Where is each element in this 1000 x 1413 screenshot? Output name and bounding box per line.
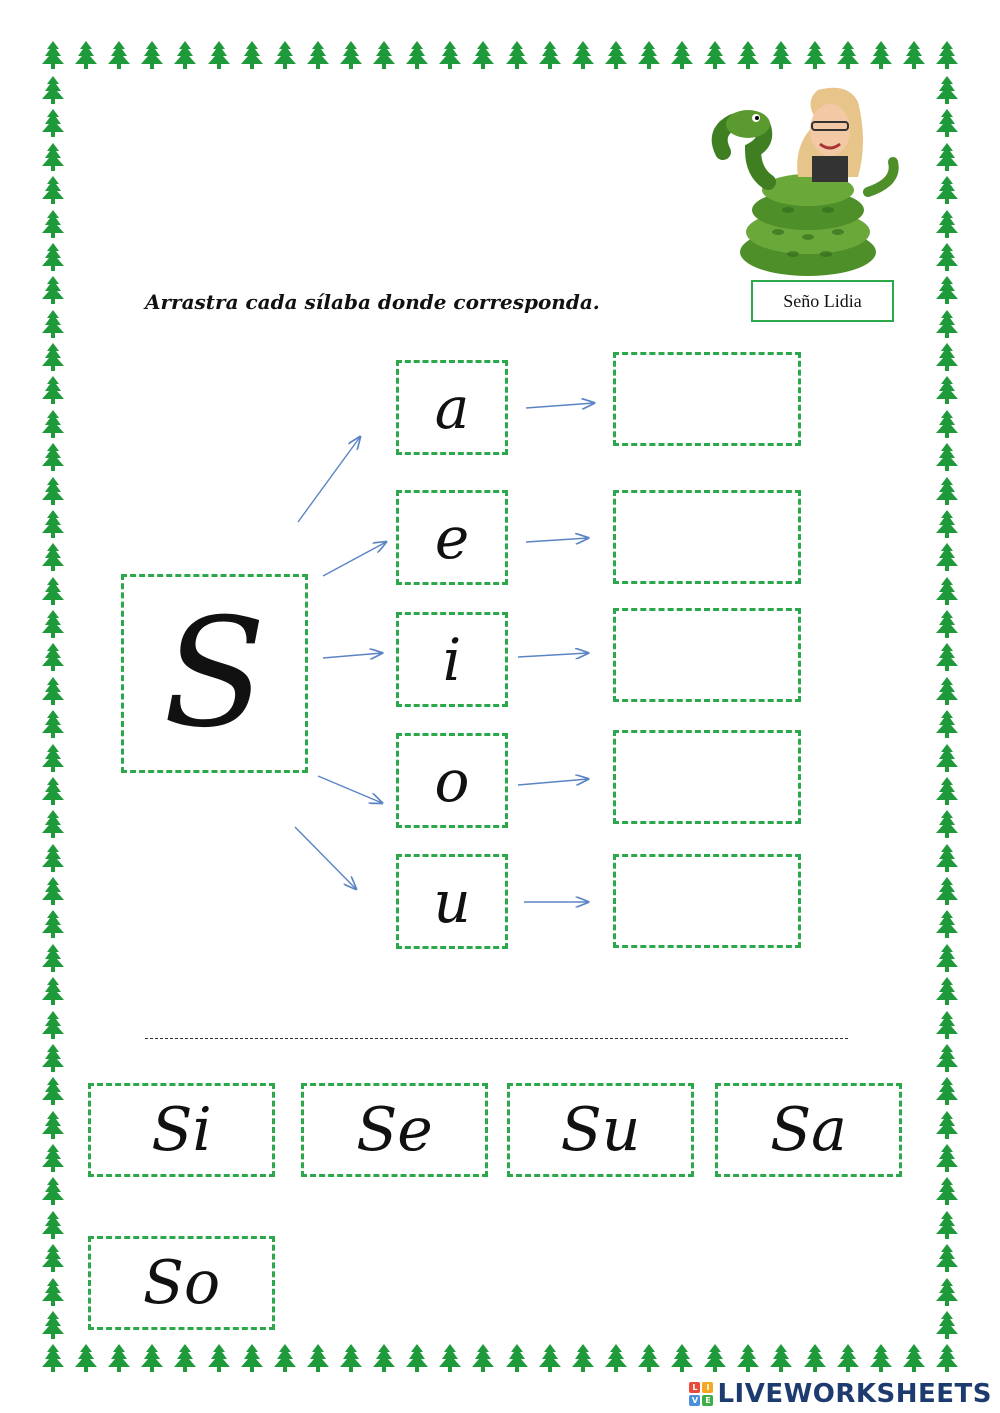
vowel-i: i: [442, 625, 462, 694]
pine-tree-icon: [40, 1143, 66, 1173]
pine-tree-icon: [901, 1343, 927, 1373]
pine-tree-icon: [40, 1043, 66, 1073]
syllable-tile-so[interactable]: [88, 1236, 275, 1330]
pine-tree-icon: [172, 1343, 198, 1373]
instruction-text: Arrastra cada sílaba donde corresponda.: [145, 290, 600, 314]
pine-tree-icon: [669, 1343, 695, 1373]
arrow-s-to-i: [323, 653, 382, 658]
pine-tree-icon: [40, 1110, 66, 1140]
pine-tree-icon: [934, 1010, 960, 1040]
arrow-s-to-o: [318, 776, 382, 803]
syllable-si: Si: [151, 1095, 212, 1165]
drop-zone-u[interactable]: [613, 854, 801, 948]
syllable-so: So: [142, 1248, 221, 1318]
pine-tree-icon: [139, 1343, 165, 1373]
pine-tree-icon: [40, 1277, 66, 1307]
pine-tree-icon: [934, 1143, 960, 1173]
pine-tree-icon: [40, 1310, 66, 1340]
liveworksheets-brand: [689, 1379, 992, 1409]
pine-tree-icon: [239, 1343, 265, 1373]
pine-tree-icon: [835, 1343, 861, 1373]
pine-tree-icon: [603, 1343, 629, 1373]
pine-tree-icon: [40, 1076, 66, 1106]
pine-tree-icon: [868, 1343, 894, 1373]
pine-tree-icon: [504, 1343, 530, 1373]
drop-zone-a[interactable]: [613, 352, 801, 446]
brand-name: LIVEWORKSHEETS: [717, 1379, 992, 1409]
vowel-box-i: [396, 612, 508, 707]
pine-tree-icon: [934, 1043, 960, 1073]
vowel-box-u: [396, 854, 508, 949]
pine-tree-icon: [404, 1343, 430, 1373]
arrow-i-to-answer: [518, 653, 588, 657]
vowel-o: o: [434, 746, 470, 815]
pine-tree-icon: [437, 1343, 463, 1373]
vowel-a: a: [434, 373, 470, 442]
arrow-a-to-answer: [526, 403, 594, 408]
pine-tree-icon: [934, 1210, 960, 1240]
pine-tree-icon: [40, 1243, 66, 1273]
pine-tree-icon: [40, 1210, 66, 1240]
arrow-s-to-a: [298, 437, 360, 522]
pine-tree-icon: [73, 1343, 99, 1373]
drop-zone-i[interactable]: [613, 608, 801, 702]
pine-tree-icon: [537, 1343, 563, 1373]
pine-tree-icon: [934, 1243, 960, 1273]
divider-line: [145, 1038, 848, 1039]
syllable-tile-sa[interactable]: [715, 1083, 902, 1177]
drop-zone-e[interactable]: [613, 490, 801, 584]
syllable-tile-su[interactable]: [507, 1083, 694, 1177]
pine-tree-icon: [934, 1110, 960, 1140]
pine-tree-icon: [934, 1277, 960, 1307]
pine-tree-icon: [934, 1310, 960, 1340]
vowel-e: e: [434, 503, 470, 572]
arrow-o-to-answer: [518, 779, 588, 785]
pine-tree-icon: [768, 1343, 794, 1373]
pine-tree-icon: [371, 1343, 397, 1373]
pine-tree-icon: [470, 1343, 496, 1373]
syllable-sa: Sa: [770, 1095, 847, 1165]
arrow-s-to-u: [295, 827, 356, 889]
vowel-box-o: [396, 733, 508, 828]
pine-tree-icon: [40, 1176, 66, 1206]
syllable-su: Su: [560, 1095, 641, 1165]
vowel-box-e: [396, 490, 508, 585]
tree-border-bottom: [40, 1343, 960, 1373]
syllable-se: Se: [356, 1095, 433, 1165]
pine-tree-icon: [570, 1343, 596, 1373]
syllable-tile-se[interactable]: [301, 1083, 488, 1177]
pine-tree-icon: [206, 1343, 232, 1373]
arrow-e-to-answer: [526, 538, 588, 542]
pine-tree-icon: [934, 1176, 960, 1206]
pine-tree-icon: [702, 1343, 728, 1373]
liveworksheets-logo-icon: L I V E: [689, 1382, 713, 1406]
pine-tree-icon: [106, 1343, 132, 1373]
main-letter-box: [121, 574, 308, 773]
syllable-tile-si[interactable]: [88, 1083, 275, 1177]
pine-tree-icon: [338, 1343, 364, 1373]
vowel-u: u: [433, 867, 471, 936]
main-letter: S: [163, 586, 266, 761]
pine-tree-icon: [802, 1343, 828, 1373]
drop-zone-o[interactable]: [613, 730, 801, 824]
vowel-box-a: [396, 360, 508, 455]
pine-tree-icon: [735, 1343, 761, 1373]
arrow-s-to-e: [323, 542, 386, 576]
teacher-name: Seño Lidia: [783, 290, 862, 311]
pine-tree-icon: [934, 1343, 960, 1373]
pine-tree-icon: [636, 1343, 662, 1373]
pine-tree-icon: [305, 1343, 331, 1373]
pine-tree-icon: [40, 1343, 66, 1373]
pine-tree-icon: [934, 1076, 960, 1106]
pine-tree-icon: [40, 1010, 66, 1040]
pine-tree-icon: [272, 1343, 298, 1373]
